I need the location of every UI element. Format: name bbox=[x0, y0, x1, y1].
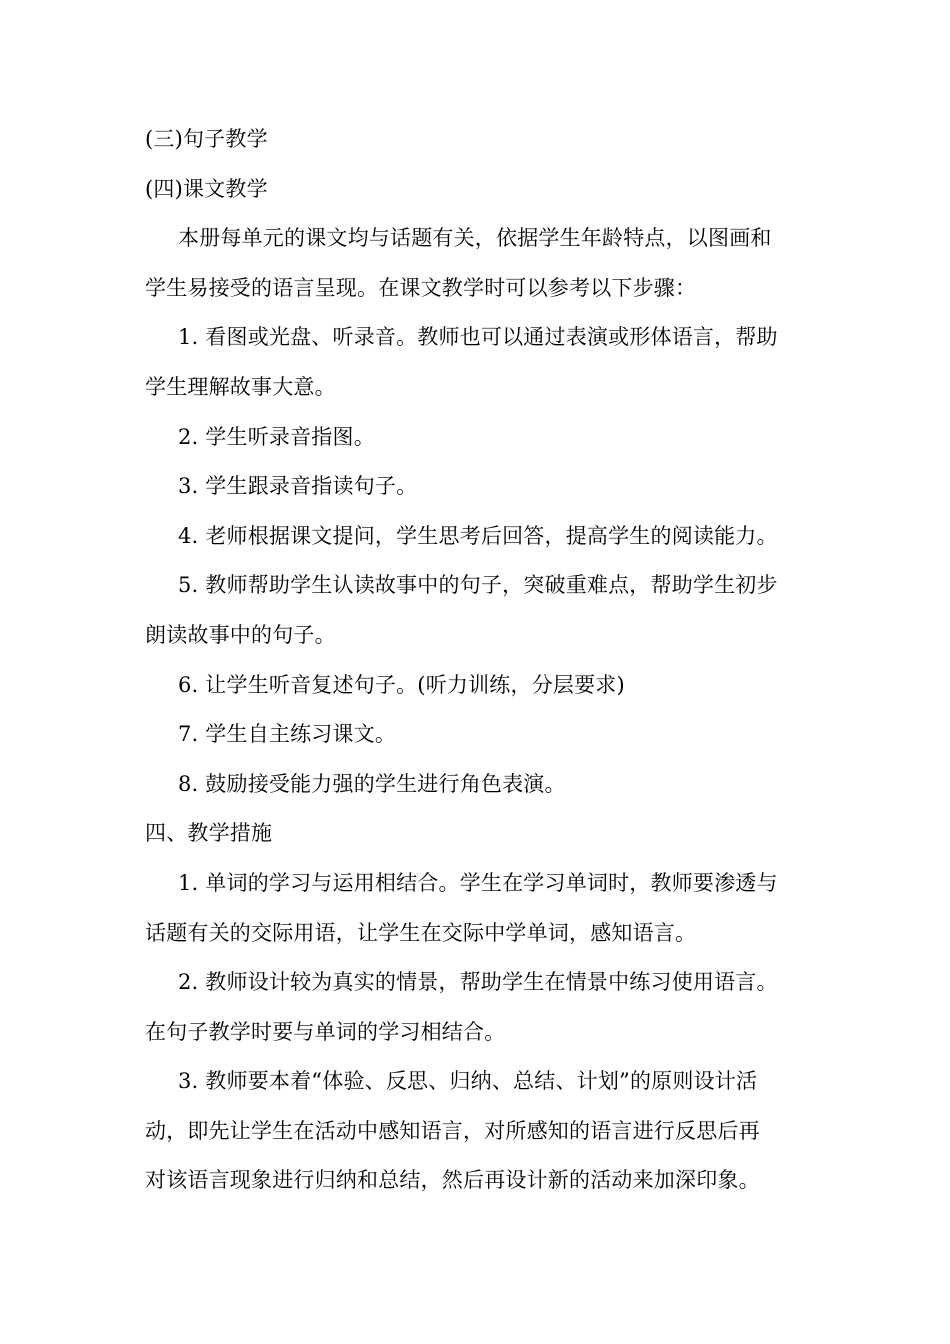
paragraph-line: 本册每单元的课文均与话题有关，依据学生年龄特点，以图画和 bbox=[178, 226, 772, 251]
step-item-3: 3. 学生跟录音指读句子。 bbox=[178, 474, 418, 499]
step-item-1: 1. 看图或光盘、听录音。教师也可以通过表演或形体语言，帮助 bbox=[178, 325, 778, 350]
paragraph-line: 动，即先让学生在活动中感知语言，对所感知的语言进行反思后再 bbox=[145, 1118, 760, 1143]
heading-text-teaching: (四)课文教学 bbox=[145, 176, 268, 201]
step-item-5: 5. 教师帮助学生认读故事中的句子，突破重难点，帮助学生初步 bbox=[178, 573, 778, 598]
document-body bbox=[145, 115, 810, 1206]
step-item-6: 6. 让学生听音复述句子。(听力训练，分层要求) bbox=[178, 672, 625, 697]
paragraph-line: 在句子教学时要与单词的学习相结合。 bbox=[145, 1019, 506, 1044]
step-item-8: 8. 鼓励接受能力强的学生进行角色表演。 bbox=[178, 771, 566, 796]
measure-item-2: 2. 教师设计较为真实的情景，帮助学生在情景中练习使用语言。 bbox=[178, 970, 778, 995]
heading-teaching-measures: 四、教学措施 bbox=[145, 821, 273, 846]
measure-item-3: 3. 教师要本着“体验、反思、归纳、总结、计划”的原则设计活 bbox=[178, 1069, 758, 1094]
paragraph-line: 话题有关的交际用语，让学生在交际中学单词，感知语言。 bbox=[145, 920, 697, 945]
paragraph-line: 学生易接受的语言呈现。在课文教学时可以参考以下步骤： bbox=[145, 275, 697, 300]
measure-item-1: 1. 单词的学习与运用相结合。学生在学习单词时，教师要渗透与 bbox=[178, 870, 778, 895]
paragraph-line: 对该语言现象进行归纳和总结，然后再设计新的活动来加深印象。 bbox=[145, 1168, 760, 1193]
step-item-4: 4. 老师根据课文提问，学生思考后回答，提高学生的阅读能力。 bbox=[178, 523, 778, 548]
paragraph-line: 学生理解故事大意。 bbox=[145, 374, 336, 399]
paragraph-line: 朗读故事中的句子。 bbox=[145, 622, 336, 647]
step-item-7: 7. 学生自主练习课文。 bbox=[178, 722, 397, 747]
step-item-2: 2. 学生听录音指图。 bbox=[178, 424, 375, 449]
heading-sentence-teaching: (三)句子教学 bbox=[145, 127, 268, 151]
